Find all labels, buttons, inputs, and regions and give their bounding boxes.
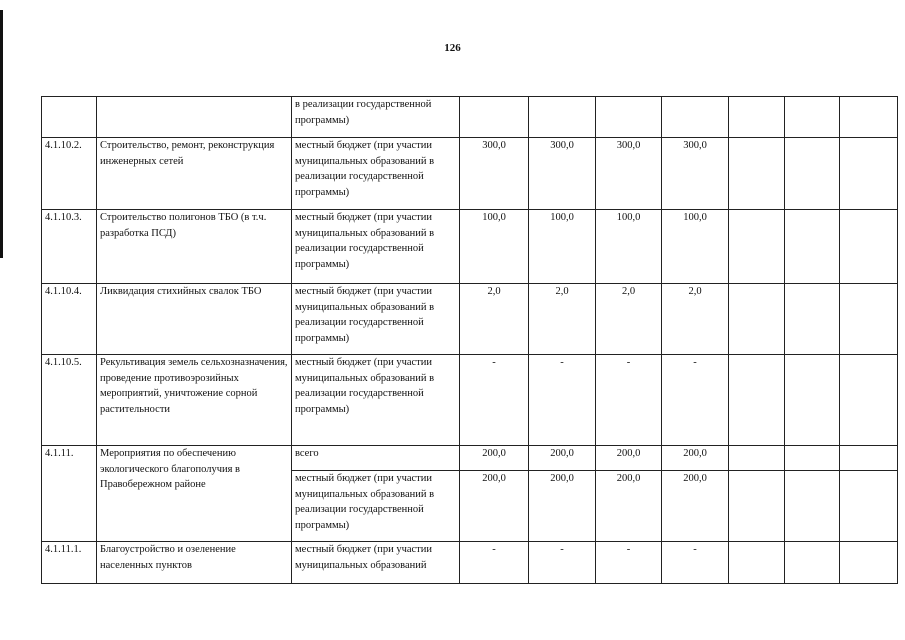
value-cell: 200,0 xyxy=(529,446,596,471)
value-cell: 2,0 xyxy=(529,284,596,355)
value-cell xyxy=(662,97,729,138)
value-cell: - xyxy=(596,542,662,584)
value-cell xyxy=(840,138,898,210)
row-source: местный бюджет (при участии муниципальных образований в реализации государственной программы) xyxy=(292,210,460,284)
row-number: 4.1.10.4. xyxy=(42,284,97,355)
table-row xyxy=(42,542,898,584)
value-cell xyxy=(785,210,840,284)
value-cell: 100,0 xyxy=(529,210,596,284)
value-cell xyxy=(785,446,840,471)
value-cell xyxy=(729,284,785,355)
value-cell xyxy=(840,97,898,138)
value-cell xyxy=(840,355,898,446)
value-cell xyxy=(840,542,898,584)
row-number: 4.1.10.2. xyxy=(42,138,97,210)
value-cell xyxy=(840,284,898,355)
value-cell xyxy=(785,138,840,210)
value-cell xyxy=(785,471,840,542)
row-name: Строительство полигонов ТБО (в т.ч. разработка ПСД) xyxy=(97,210,292,284)
row-source: местный бюджет (при участии муниципальных образований в реализации государственной программы) xyxy=(292,355,460,446)
value-cell: 2,0 xyxy=(596,284,662,355)
value-cell: 200,0 xyxy=(596,446,662,471)
value-cell: 300,0 xyxy=(460,138,529,210)
value-cell: 200,0 xyxy=(460,471,529,542)
value-cell xyxy=(840,471,898,542)
row-source: местный бюджет (при участии муниципальных образований в реализации государственной программы) xyxy=(292,284,460,355)
row-source: местный бюджет (при участии муниципальных образований в реализации государственной программы) xyxy=(292,471,460,542)
row-name xyxy=(97,97,292,138)
value-cell: - xyxy=(460,355,529,446)
row-source: местный бюджет (при участии муниципальных образований xyxy=(292,542,460,584)
value-cell xyxy=(840,210,898,284)
row-source: в реализации государственной программы) xyxy=(292,97,460,138)
value-cell: - xyxy=(596,355,662,446)
row-number: 4.1.10.5. xyxy=(42,355,97,446)
value-cell xyxy=(729,355,785,446)
value-cell: 100,0 xyxy=(460,210,529,284)
value-cell xyxy=(729,446,785,471)
row-number xyxy=(42,97,97,138)
value-cell: 200,0 xyxy=(529,471,596,542)
value-cell: 200,0 xyxy=(662,471,729,542)
table-row xyxy=(42,284,898,355)
value-cell xyxy=(785,355,840,446)
value-cell: 100,0 xyxy=(596,210,662,284)
row-number: 4.1.10.3. xyxy=(42,210,97,284)
value-cell xyxy=(729,210,785,284)
value-cell: 200,0 xyxy=(662,446,729,471)
budget-table xyxy=(41,96,898,584)
value-cell: 2,0 xyxy=(460,284,529,355)
row-number: 4.1.11.1. xyxy=(42,542,97,584)
row-name: Строительство, ремонт, реконструкция инженерных сетей xyxy=(97,138,292,210)
value-cell xyxy=(840,446,898,471)
value-cell: 100,0 xyxy=(662,210,729,284)
value-cell: 300,0 xyxy=(662,138,729,210)
value-cell: 300,0 xyxy=(529,138,596,210)
table-row xyxy=(42,210,898,284)
value-cell: 200,0 xyxy=(460,446,529,471)
table-row xyxy=(42,446,898,471)
value-cell xyxy=(729,471,785,542)
value-cell: - xyxy=(529,542,596,584)
value-cell xyxy=(729,138,785,210)
value-cell: 2,0 xyxy=(662,284,729,355)
value-cell xyxy=(460,97,529,138)
value-cell: - xyxy=(529,355,596,446)
value-cell: - xyxy=(662,355,729,446)
table-row xyxy=(42,355,898,446)
value-cell xyxy=(785,97,840,138)
value-cell xyxy=(596,97,662,138)
value-cell: - xyxy=(662,542,729,584)
value-cell: 200,0 xyxy=(596,471,662,542)
value-cell: 300,0 xyxy=(596,138,662,210)
row-name: Мероприятия по обеспечению экологического благополучия в Правобережном районе xyxy=(97,446,292,542)
row-name: Благоустройство и озеленение населенных пунктов xyxy=(97,542,292,584)
value-cell xyxy=(729,97,785,138)
value-cell xyxy=(529,97,596,138)
page-number: 126 xyxy=(444,42,461,54)
value-cell xyxy=(729,542,785,584)
table-row xyxy=(42,138,898,210)
row-name: Рекультивация земель сельхозназначения, проведение противоэрозийных мероприятий, уничтожение сорной растительности xyxy=(97,355,292,446)
row-number: 4.1.11. xyxy=(42,446,97,542)
value-cell: - xyxy=(460,542,529,584)
table-row xyxy=(42,97,898,138)
value-cell xyxy=(785,284,840,355)
row-source: местный бюджет (при участии муниципальных образований в реализации государственной программы) xyxy=(292,138,460,210)
row-name: Ликвидация стихийных свалок ТБО xyxy=(97,284,292,355)
value-cell xyxy=(785,542,840,584)
row-source: всего xyxy=(292,446,460,471)
